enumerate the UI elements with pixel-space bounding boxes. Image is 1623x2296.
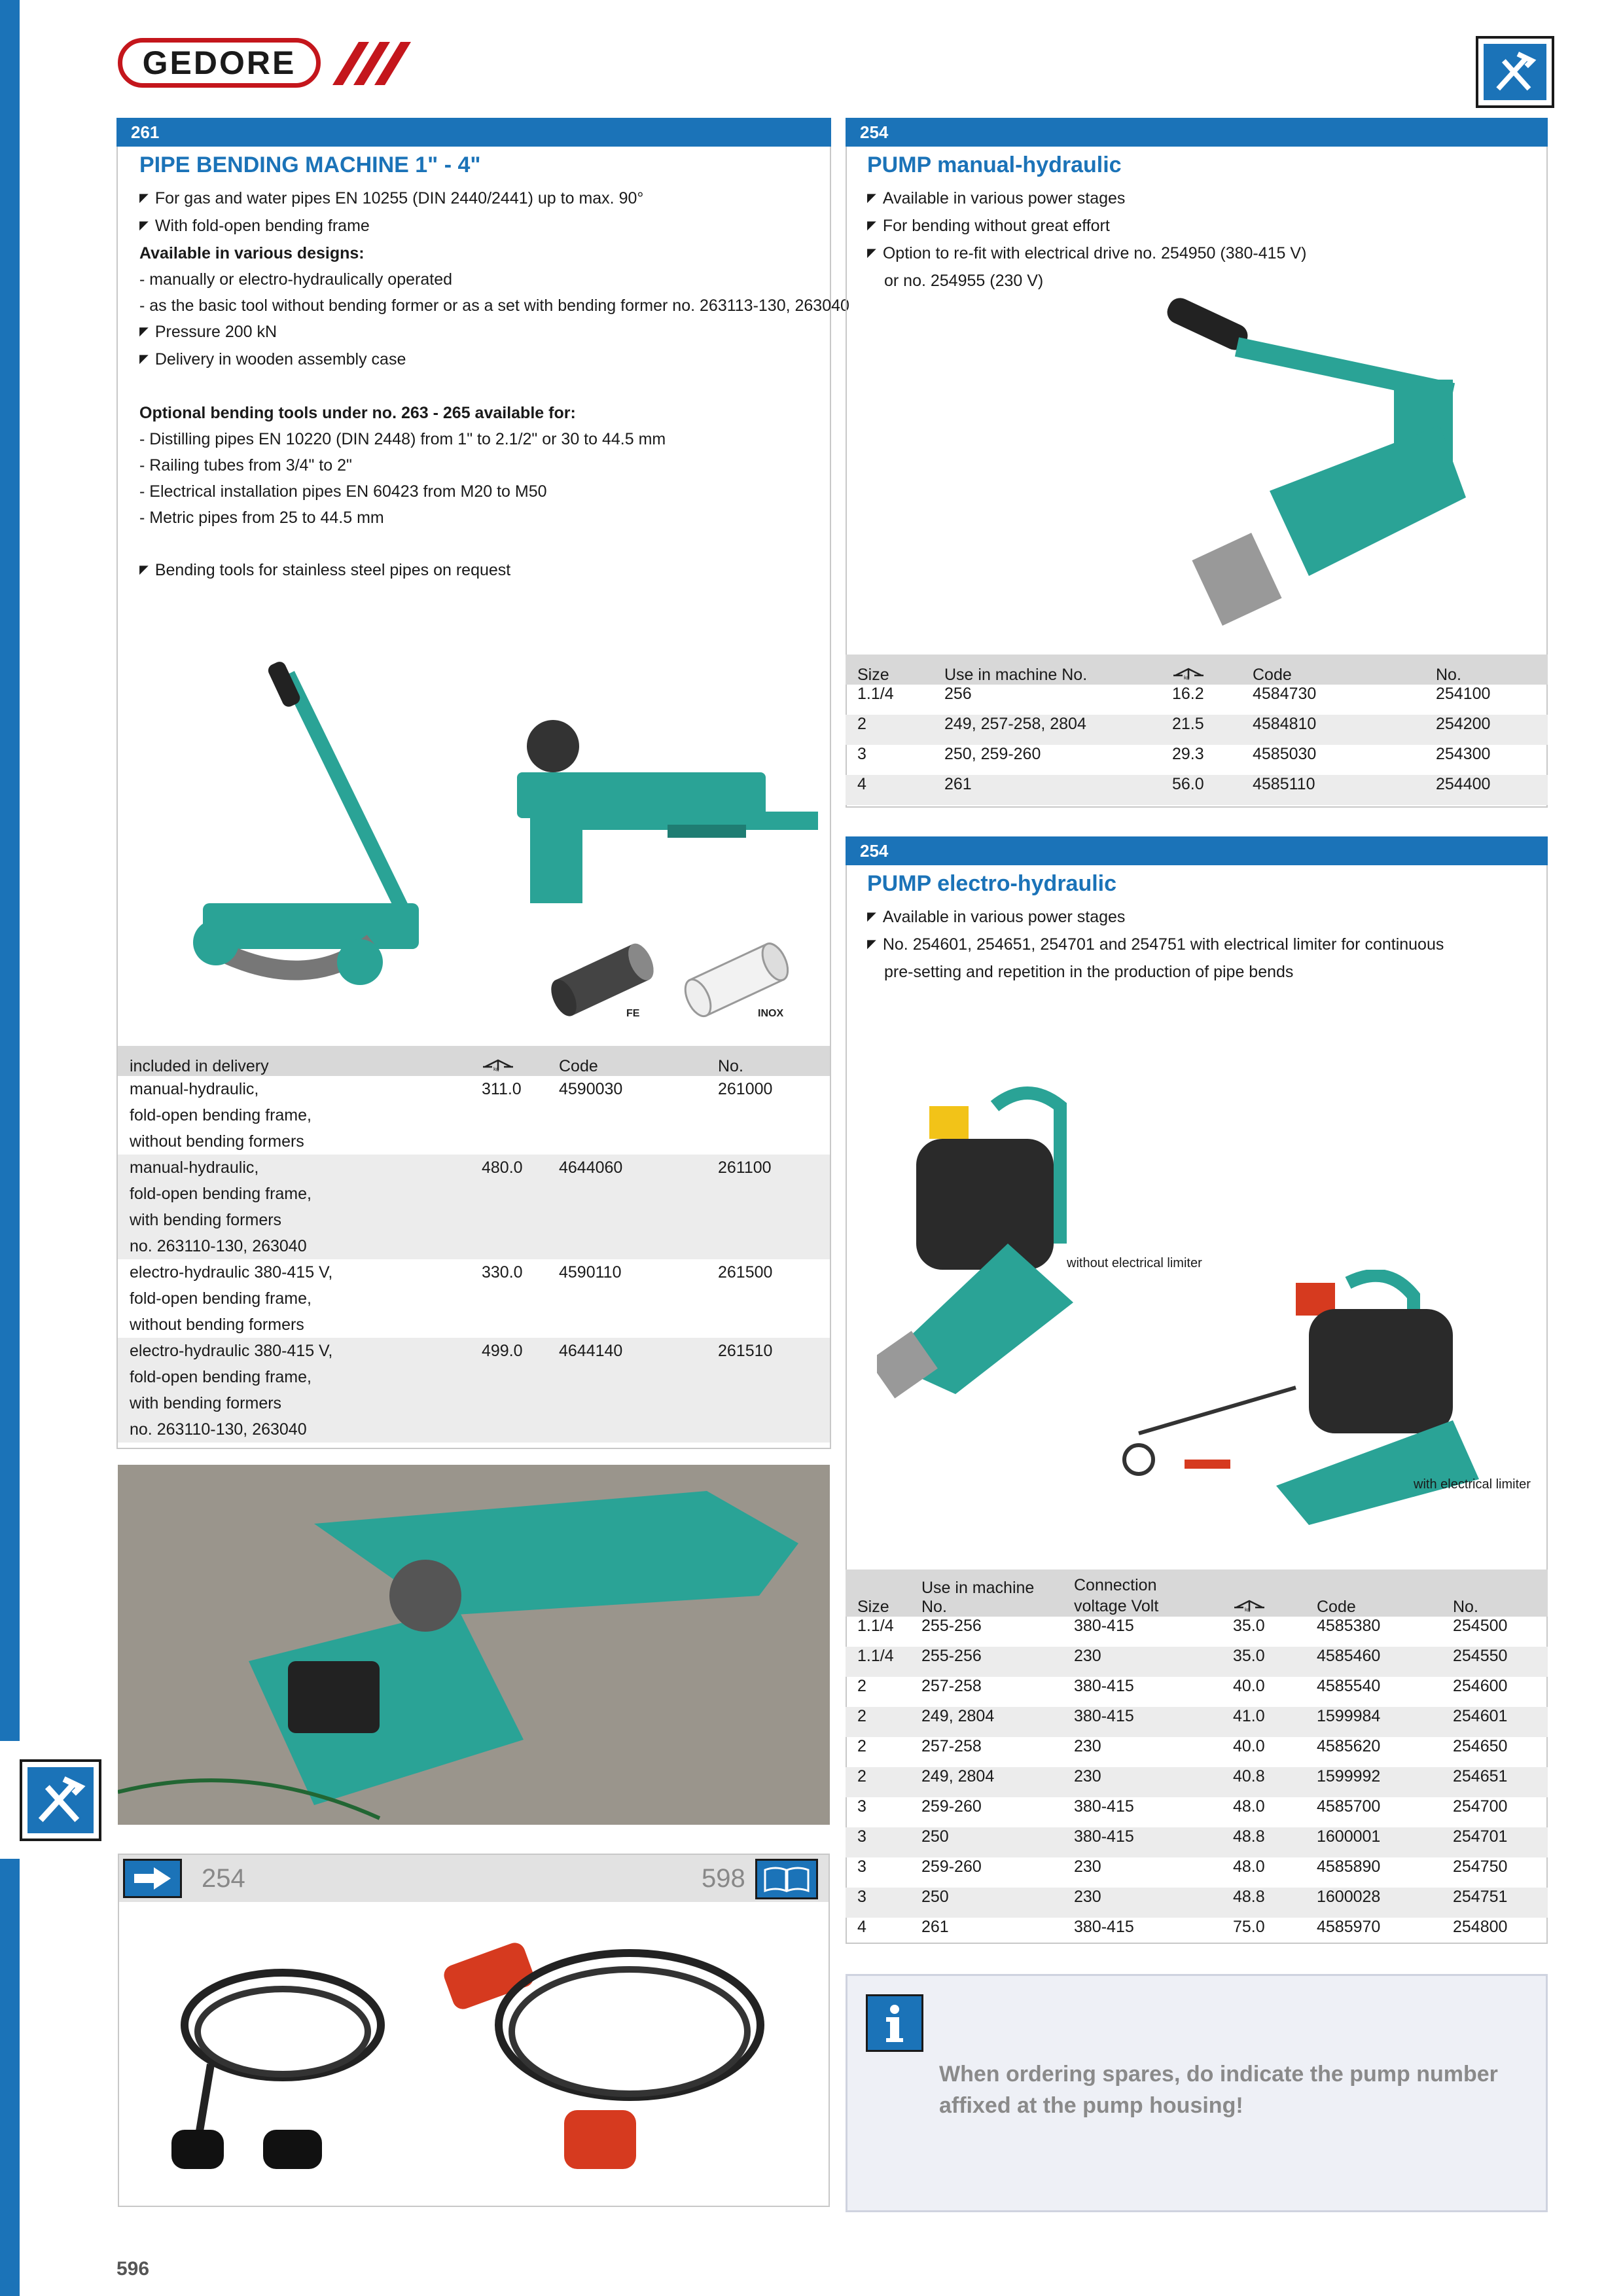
cell-voltage: 380-415	[1074, 1617, 1134, 1635]
cell-no: 254750	[1453, 1857, 1508, 1876]
col-header: No.	[1441, 1570, 1548, 1617]
cell-weight: 56.0	[1160, 775, 1241, 805]
col-header: Use in machine No.	[933, 655, 1160, 685]
design-item: - as the basic tool without bending former or as a set with bending former no. 263113-130, 263040	[139, 296, 849, 315]
arrow-right-icon[interactable]	[123, 1859, 182, 1898]
gedore-logo	[118, 38, 419, 88]
page-number: 596	[116, 2258, 150, 2280]
pump-electro-description	[867, 904, 1444, 985]
cell-code: 1599992	[1305, 1767, 1441, 1797]
row-code: 4644140	[547, 1338, 706, 1443]
design-item: - manually or electro-hydraulically operated	[139, 270, 453, 289]
sidebar-strip-top	[0, 0, 20, 1741]
cell-no: 254550	[1441, 1647, 1548, 1677]
sidebar-strip-bottom	[0, 1859, 20, 2296]
cell-code: 1600028	[1305, 1888, 1441, 1918]
ref-left-number[interactable]: 254	[202, 1864, 245, 1893]
cell-machine: 249, 2804	[910, 1707, 1062, 1737]
cell-machine: 249, 2804	[910, 1767, 1062, 1797]
col-header: Size	[846, 1570, 910, 1617]
row-desc-line: electro-hydraulic 380-415 V,	[130, 1263, 333, 1282]
cell-weight: 48.0	[1233, 1797, 1265, 1816]
manual-bending-machine-image	[177, 655, 452, 1021]
cell-machine: 250	[910, 1888, 1062, 1918]
cell-no: 254701	[1441, 1827, 1548, 1857]
cell-code: 4585620	[1317, 1737, 1381, 1755]
pump-electro-title: PUMP electro-hydraulic	[867, 871, 1117, 896]
weight-icon-header	[1160, 655, 1241, 685]
stainless-note: ◤ Bending tools for stainless steel pipes on request	[139, 557, 849, 584]
machine-in-use-photo	[118, 1465, 830, 1825]
col-header: Code	[1305, 1570, 1441, 1617]
cell-voltage: 230	[1062, 1647, 1221, 1677]
cell-code: 4585890	[1317, 1857, 1381, 1876]
product-description	[139, 185, 849, 584]
cell-weight: 41.0	[1221, 1707, 1305, 1737]
cell-no: 254400	[1424, 775, 1548, 805]
accessory-reference-panel	[118, 1854, 830, 2207]
cell-weight: 48.0	[1233, 1857, 1265, 1876]
ref-right-number[interactable]: 598	[702, 1864, 745, 1893]
table-row	[846, 1677, 1548, 1707]
pump-manual-title: PUMP manual-hydraulic	[867, 152, 1122, 177]
brand-name: GEDORE	[142, 45, 296, 81]
cell-code: 4585460	[1305, 1647, 1441, 1677]
svg-text:kg: kg	[1184, 675, 1190, 680]
table-row	[846, 1827, 1548, 1857]
row-desc-line: manual-hydraulic,	[130, 1080, 259, 1098]
cell-size: 3	[857, 745, 866, 763]
cell-size: 4	[846, 775, 933, 805]
table-row	[846, 1737, 1548, 1767]
optional-item: - Metric pipes from 25 to 44.5 mm	[139, 509, 384, 527]
cell-no: 254751	[1441, 1888, 1548, 1918]
feature-bullet: ◤ For bending without great effort	[867, 213, 1306, 240]
voltage-header-line: Connection	[1074, 1576, 1157, 1594]
optional-item: - Railing tubes from 3/4" to 2"	[139, 456, 352, 475]
feature-bullet: ◤ No. 254601, 254651, 254701 and 254751 with electrical limiter for continuous	[867, 931, 1444, 959]
section-number-bar: 261	[116, 118, 831, 147]
cell-weight: 35.0	[1233, 1617, 1265, 1635]
pump-electro-table	[846, 1570, 1548, 1948]
table-row	[846, 1918, 1548, 1948]
cell-no: 254600	[1453, 1677, 1508, 1695]
table-row	[846, 715, 1548, 745]
row-weight: 499.0	[470, 1338, 547, 1443]
cell-machine: 250, 259-260	[944, 745, 1041, 763]
cell-weight: 16.2	[1172, 685, 1204, 703]
row-desc-line: fold-open bending frame,	[130, 1185, 312, 1203]
cell-machine: 257-258	[921, 1677, 982, 1695]
cell-weight: 21.5	[1160, 715, 1241, 745]
cell-machine: 255-256	[910, 1647, 1062, 1677]
row-desc-line: no. 263110-130, 263040	[130, 1237, 307, 1255]
feature-bullet: ◤ Option to re-fit with electrical drive no. 254950 (380-415 V)	[867, 240, 1306, 268]
row-no: 261510	[706, 1338, 830, 1443]
cell-voltage: 230	[1074, 1857, 1101, 1876]
delivery-table	[118, 1046, 830, 1443]
voltage-header-line: voltage Volt	[1074, 1597, 1159, 1615]
info-text	[939, 2058, 1498, 2121]
col-header: Size	[846, 655, 933, 685]
table-row	[118, 1259, 830, 1338]
row-code: 4590110	[559, 1263, 622, 1282]
feature-bullet: ◤ Pressure 200 kN	[139, 319, 849, 346]
cell-size: 1.1/4	[846, 1647, 910, 1677]
cell-machine: 261	[921, 1918, 949, 1936]
cell-voltage: 230	[1062, 1888, 1221, 1918]
cell-machine: 257-258	[921, 1737, 982, 1755]
cell-size: 2	[846, 1707, 910, 1737]
row-code: 4590030	[559, 1080, 623, 1098]
cell-machine: 259-260	[921, 1797, 982, 1816]
row-desc-line: fold-open bending frame,	[130, 1289, 312, 1308]
row-code: 4644060	[547, 1155, 706, 1259]
extension-cable-image	[158, 1933, 407, 2182]
electro-pump-without-limiter-image	[877, 1080, 1152, 1407]
cell-code: 4585970	[1317, 1918, 1381, 1936]
cell-machine: 261	[933, 775, 1160, 805]
row-no: 261500	[718, 1263, 773, 1282]
col-header: No.	[706, 1046, 830, 1076]
cell-code: 4585700	[1317, 1797, 1381, 1816]
chapter-tool-icon-left[interactable]	[20, 1759, 101, 1841]
cell-no: 254601	[1441, 1707, 1548, 1737]
info-line: When ordering spares, do indicate the pump number	[939, 2062, 1498, 2087]
col-header: Use in machine No.	[910, 1570, 1062, 1617]
cell-voltage: 380-415	[1062, 1827, 1221, 1857]
cell-size: 3	[846, 1888, 910, 1918]
row-desc-line: electro-hydraulic 380-415 V,	[130, 1342, 333, 1360]
cell-voltage: 230	[1062, 1767, 1221, 1797]
row-weight: 480.0	[470, 1155, 547, 1259]
pump-manual-number-bar: 254	[846, 118, 1548, 147]
table-row	[846, 1647, 1548, 1677]
row-desc-line: without bending formers	[130, 1132, 304, 1151]
cell-weight: 40.8	[1221, 1767, 1305, 1797]
product-title: PIPE BENDING MACHINE 1" - 4"	[139, 152, 481, 177]
svg-text:kg: kg	[493, 1066, 499, 1071]
cell-size: 3	[857, 1857, 866, 1876]
col-header: Code	[1241, 655, 1424, 685]
row-desc-line: without bending formers	[130, 1316, 304, 1334]
pump-electro-number-bar: 254	[846, 836, 1548, 865]
cell-code: 4585030	[1253, 745, 1317, 763]
book-icon[interactable]	[755, 1859, 818, 1899]
cell-no: 254800	[1453, 1918, 1508, 1936]
svg-text:kg: kg	[1245, 1607, 1251, 1612]
cell-size: 1.1/4	[857, 685, 894, 703]
without-limiter-label: without electrical limiter	[1067, 1256, 1202, 1270]
cell-code: 1600001	[1305, 1827, 1441, 1857]
cell-size: 2	[846, 715, 933, 745]
cell-no: 254650	[1453, 1737, 1508, 1755]
row-no: 261100	[706, 1155, 830, 1259]
cell-machine: 255-256	[921, 1617, 982, 1635]
row-desc-line: fold-open bending frame,	[130, 1368, 312, 1386]
cell-voltage: 380-415	[1074, 1797, 1134, 1816]
row-desc-line: manual-hydraulic,	[130, 1158, 259, 1177]
pump-manual-description	[867, 185, 1306, 294]
cell-size: 2	[857, 1737, 866, 1755]
table-row	[118, 1155, 830, 1259]
fe-pipe-sample-image	[546, 933, 664, 1024]
feature-bullet: ◤ Delivery in wooden assembly case	[139, 346, 849, 374]
weight-icon	[482, 1057, 514, 1071]
cell-machine: 256	[944, 685, 972, 703]
table-row	[846, 1767, 1548, 1797]
row-desc-line: fold-open bending frame,	[130, 1106, 312, 1124]
designs-heading: Available in various designs:	[139, 244, 365, 262]
logo-stripes-icon	[326, 41, 418, 86]
weight-icon-header	[1221, 1570, 1305, 1617]
cell-code: 4584730	[1253, 685, 1317, 703]
weight-icon-header	[470, 1046, 547, 1076]
table-row	[846, 1888, 1548, 1918]
weight-icon	[1172, 666, 1205, 680]
cell-machine: 249, 257-258, 2804	[933, 715, 1160, 745]
optional-item: - Distilling pipes EN 10220 (DIN 2448) from 1" to 2.1/2" or 30 to 44.5 mm	[139, 430, 666, 448]
pump-electro-rows	[846, 1617, 1548, 1948]
col-header-voltage	[1062, 1570, 1221, 1617]
cell-weight: 35.0	[1221, 1647, 1305, 1677]
cell-size: 2	[846, 1767, 910, 1797]
cell-weight: 48.8	[1221, 1888, 1305, 1918]
table-row	[118, 1338, 830, 1443]
cell-weight: 40.0	[1233, 1677, 1265, 1695]
cell-size: 1.1/4	[857, 1617, 894, 1635]
cell-no: 254100	[1436, 685, 1491, 703]
col-header: No.	[1424, 655, 1548, 685]
cee-power-cable-image	[433, 1914, 800, 2189]
cell-code: 4585380	[1317, 1617, 1381, 1635]
table-row	[846, 685, 1548, 715]
feature-bullet-continued: or no. 254955 (230 V)	[884, 272, 1044, 290]
cell-no: 254500	[1453, 1617, 1508, 1635]
table-row	[118, 1076, 830, 1155]
inox-pipe-sample-image	[681, 933, 798, 1024]
cell-size: 4	[857, 1918, 866, 1936]
col-header: Code	[547, 1046, 706, 1076]
optional-item: - Electrical installation pipes EN 60423 from M20 to M50	[139, 482, 547, 501]
row-no: 261000	[718, 1080, 773, 1098]
cell-code: 4584810	[1241, 715, 1424, 745]
row-desc-line: with bending formers	[130, 1211, 282, 1229]
feature-bullet: ◤ Available in various power stages	[867, 904, 1444, 931]
feature-bullet-continued: pre-setting and repetition in the production of pipe bends	[884, 963, 1294, 981]
cell-weight: 48.8	[1221, 1827, 1305, 1857]
row-weight: 311.0	[482, 1080, 522, 1098]
cell-voltage: 230	[1074, 1737, 1101, 1755]
table-row	[846, 1617, 1548, 1647]
info-box	[846, 1974, 1548, 2212]
cell-code: 4585110	[1241, 775, 1424, 805]
cell-no: 254651	[1441, 1767, 1548, 1797]
chapter-tool-icon[interactable]	[1476, 36, 1554, 108]
cell-voltage: 380-415	[1062, 1707, 1221, 1737]
cell-weight: 75.0	[1233, 1918, 1265, 1936]
info-line: affixed at the pump housing!	[939, 2093, 1243, 2118]
table-row	[846, 1857, 1548, 1888]
cell-code: 1599984	[1305, 1707, 1441, 1737]
row-desc-line: with bending formers	[130, 1394, 282, 1412]
cell-machine: 250	[910, 1827, 1062, 1857]
cell-weight: 40.0	[1233, 1737, 1265, 1755]
table-row	[846, 1797, 1548, 1827]
with-limiter-label: with electrical limiter	[1414, 1477, 1531, 1492]
feature-bullet: ◤ Available in various power stages	[867, 185, 1306, 213]
fe-label: FE	[626, 1008, 640, 1019]
cell-size: 3	[857, 1797, 866, 1816]
row-weight: 330.0	[482, 1263, 523, 1282]
cell-code: 4585540	[1317, 1677, 1381, 1695]
cell-voltage: 380-415	[1074, 1918, 1134, 1936]
pump-manual-table	[846, 655, 1548, 805]
electro-bending-machine-image	[504, 713, 831, 910]
cell-no: 254300	[1436, 745, 1491, 763]
cell-machine: 259-260	[921, 1857, 982, 1876]
manual-pump-image	[1152, 295, 1505, 648]
table-row	[846, 1707, 1548, 1737]
optional-heading: Optional bending tools under no. 263 - 265 available for:	[139, 404, 576, 422]
cell-size: 2	[857, 1677, 866, 1695]
info-icon	[866, 1994, 923, 2052]
table-row	[846, 775, 1548, 805]
row-desc-line: no. 263110-130, 263040	[130, 1420, 307, 1439]
col-header: included in delivery	[118, 1046, 470, 1076]
cell-voltage: 380-415	[1074, 1677, 1134, 1695]
weight-icon	[1233, 1598, 1266, 1612]
inox-label: INOX	[758, 1008, 784, 1019]
table-row	[846, 745, 1548, 775]
cell-no: 254200	[1424, 715, 1548, 745]
feature-bullet: ◤ For gas and water pipes EN 10255 (DIN 2440/2441) up to max. 90°	[139, 185, 849, 213]
cell-weight: 29.3	[1172, 745, 1204, 763]
feature-bullet: ◤ With fold-open bending frame	[139, 213, 849, 240]
cell-no: 254700	[1453, 1797, 1508, 1816]
cell-size: 3	[846, 1827, 910, 1857]
